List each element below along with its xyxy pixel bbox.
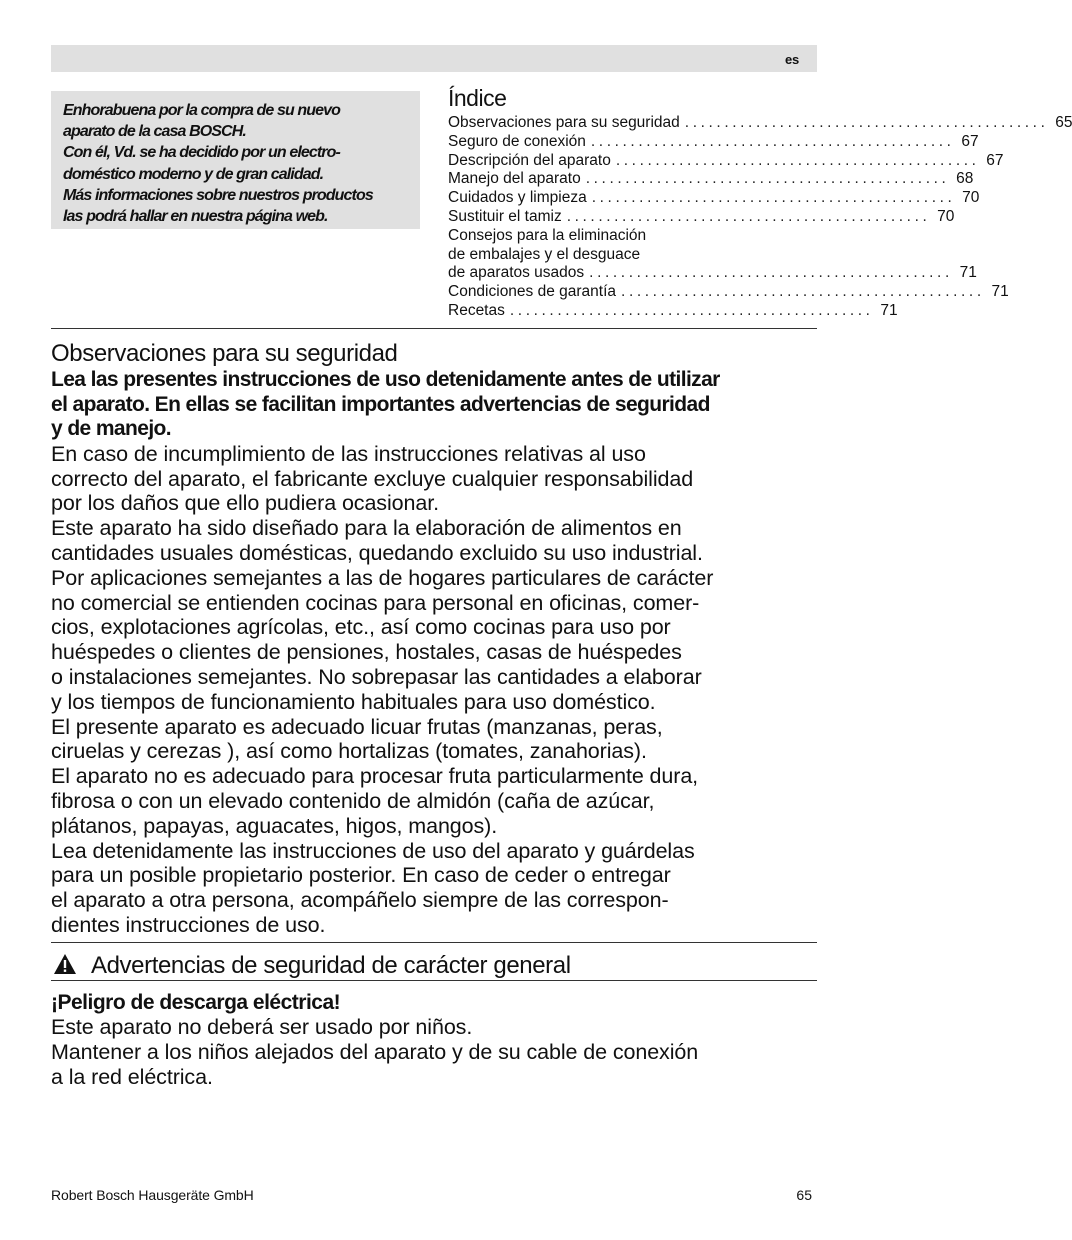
danger-section [51, 990, 817, 1089]
warning-bottom-divider [51, 980, 817, 981]
footer-company: Robert Bosch Hausgeräte GmbH [51, 1187, 254, 1203]
toc-entry[interactable] [448, 114, 1072, 133]
warning-triangle-icon [53, 953, 77, 982]
greeting-line: las podrá hallar en nuestra página web. [63, 208, 328, 226]
toc-leader-dots: .............................................. [509, 301, 874, 319]
toc-entry[interactable] [448, 170, 974, 189]
safety-body-line: o instalaciones semejantes. No sobrepasar las cantidades a elaborar [51, 664, 702, 689]
danger-line: Este aparato no deberá ser usado por niños. [51, 1015, 473, 1039]
toc-entry[interactable] [448, 246, 818, 265]
toc-entry[interactable] [448, 189, 980, 208]
greeting-box [51, 91, 420, 229]
toc-entry-text: Recetas [448, 301, 505, 319]
table-of-contents [448, 84, 1072, 321]
toc-entry[interactable] [448, 207, 955, 227]
greeting-line: Más informaciones sobre nuestros productos [63, 186, 373, 204]
toc-leader-dots: .............................................. [615, 151, 980, 169]
toc-entry-text: Condiciones de garantía [448, 283, 617, 301]
toc-entry-page: 67 [986, 151, 1004, 169]
warning-top-divider [51, 942, 817, 943]
greeting-line: doméstico moderno y de gran calidad. [63, 165, 324, 183]
toc-leader-dots: .............................................. [590, 132, 955, 150]
toc-entry-page: 70 [962, 189, 980, 207]
safety-body-line: Lea detenidamente las instrucciones de uso del aparato y guárdelas [51, 838, 695, 863]
danger-line: a la red eléctrica. [51, 1064, 213, 1089]
safety-body-line: Este aparato ha sido diseñado para la elaboración de alimentos en [51, 516, 682, 541]
toc-leader-dots: .............................................. [684, 114, 1049, 131]
safety-body-line: El aparato no es adecuado para procesar fruta particularmente dura, [51, 764, 699, 789]
toc-entry-page: 71 [880, 301, 898, 319]
toc-entry-text: Manejo del aparato [448, 170, 581, 188]
toc-entry[interactable] [448, 132, 979, 152]
toc-entry-text: Observaciones para su seguridad [448, 114, 680, 131]
toc-entry-text: Descripción del aparato [448, 151, 611, 169]
danger-line: Mantener a los niños alejados del aparato y de su cable de conexión [51, 1039, 699, 1064]
language-code: es [784, 52, 799, 67]
warning-title: Advertencias de seguridad de carácter general [91, 952, 571, 979]
toc-entry-text: de embalajes y el desguace [448, 245, 641, 263]
toc-entry-page: 71 [991, 283, 1009, 301]
danger-title: ¡Peligro de descarga eléctrica! [51, 991, 341, 1014]
safety-body-line: plátanos, papayas, aguacates, higos, mangos). [51, 813, 498, 838]
toc-leader-dots: .............................................. [566, 207, 931, 225]
safety-body-line: y los tiempos de funcionamiento habituales para uso doméstico. [51, 689, 656, 714]
safety-body-line: En caso de incumplimiento de las instrucciones relativas al uso [51, 441, 646, 466]
toc-entry-page: 68 [956, 170, 974, 188]
toc-entry[interactable] [448, 151, 1004, 171]
safety-body-line: para un posible propietario posterior. En caso de ceder o entregar [51, 863, 671, 888]
toc-entry-page: 71 [959, 264, 977, 282]
safety-body-line: dientes instrucciones de uso. [51, 912, 326, 937]
safety-body-line: cantidades usuales domésticas, quedando excluido su uso industrial. [51, 540, 703, 565]
safety-intro-line: y de manejo. [51, 417, 172, 441]
toc-leader-dots: .............................................. [585, 170, 950, 188]
toc-leader-dots: .............................................. [589, 264, 953, 282]
safety-body-line: huéspedes o clientes de pensiones, hostales, casas de huéspedes [51, 640, 682, 665]
greeting-line: aparato de la casa BOSCH. [63, 123, 246, 141]
toc-leader-dots: .............................................. [621, 283, 985, 301]
safety-body-line: cios, explotaciones agrícolas, etc., así como cocinas para uso por [51, 615, 671, 640]
safety-body-line: fibrosa o con un elevado contenido de almidón (caña de azúcar, [51, 788, 655, 813]
toc-entry-text: de aparatos usados [448, 264, 585, 282]
safety-body-line: correcto del aparato, el fabricante excluye cualquier responsabilidad [51, 466, 694, 491]
toc-entry-page: 67 [961, 132, 979, 150]
greeting-line: Enhorabuena por la compra de su nuevo [63, 102, 340, 119]
toc-entry[interactable] [448, 301, 898, 321]
toc-entry[interactable] [448, 264, 977, 283]
toc-entry-text: Sustituir el tamiz [448, 207, 562, 225]
safety-intro-line: el aparato. En ellas se facilitan importantes advertencias de seguridad [51, 392, 710, 416]
safety-section [51, 340, 817, 938]
safety-body-line: ciruelas y cerezas ), así como hortalizas (tomates, zanahorias). [51, 739, 647, 764]
toc-entry-text: Cuidados y limpieza [448, 189, 587, 207]
greeting-line: Con él, Vd. se ha decidido por un electro- [63, 144, 340, 162]
safety-body-line: el aparato a otra persona, acompáñelo siempre de las correspon- [51, 888, 669, 913]
toc-entry[interactable] [448, 283, 1009, 302]
section-divider [51, 328, 817, 329]
language-bar [51, 45, 817, 72]
toc-title: Índice [448, 85, 507, 111]
safety-body-line: El presente aparato es adecuado licuar frutas (manzanas, peras, [51, 714, 663, 739]
toc-entry[interactable] [448, 227, 818, 246]
toc-leader-dots: .............................................. [591, 189, 956, 207]
toc-entry-page: 65 [1055, 114, 1072, 131]
safety-body-line: Por aplicaciones semejantes a las de hogares particulares de carácter [51, 565, 714, 590]
safety-intro-line: Lea las presentes instrucciones de uso detenidamente antes de utilizar [51, 368, 720, 391]
safety-body-line: no comercial se entienden cocinas para personal en oficinas, comer- [51, 590, 700, 615]
toc-entry-text: Seguro de conexión [448, 132, 586, 150]
safety-title: Observaciones para su seguridad [51, 340, 398, 367]
safety-body-line: por los daños que ello pudiera ocasionar. [51, 491, 439, 516]
toc-entry-page: 70 [937, 207, 955, 225]
toc-entry-text: Consejos para la eliminación [448, 226, 647, 244]
footer-page-number: 65 [796, 1187, 812, 1203]
warning-heading [51, 952, 817, 982]
